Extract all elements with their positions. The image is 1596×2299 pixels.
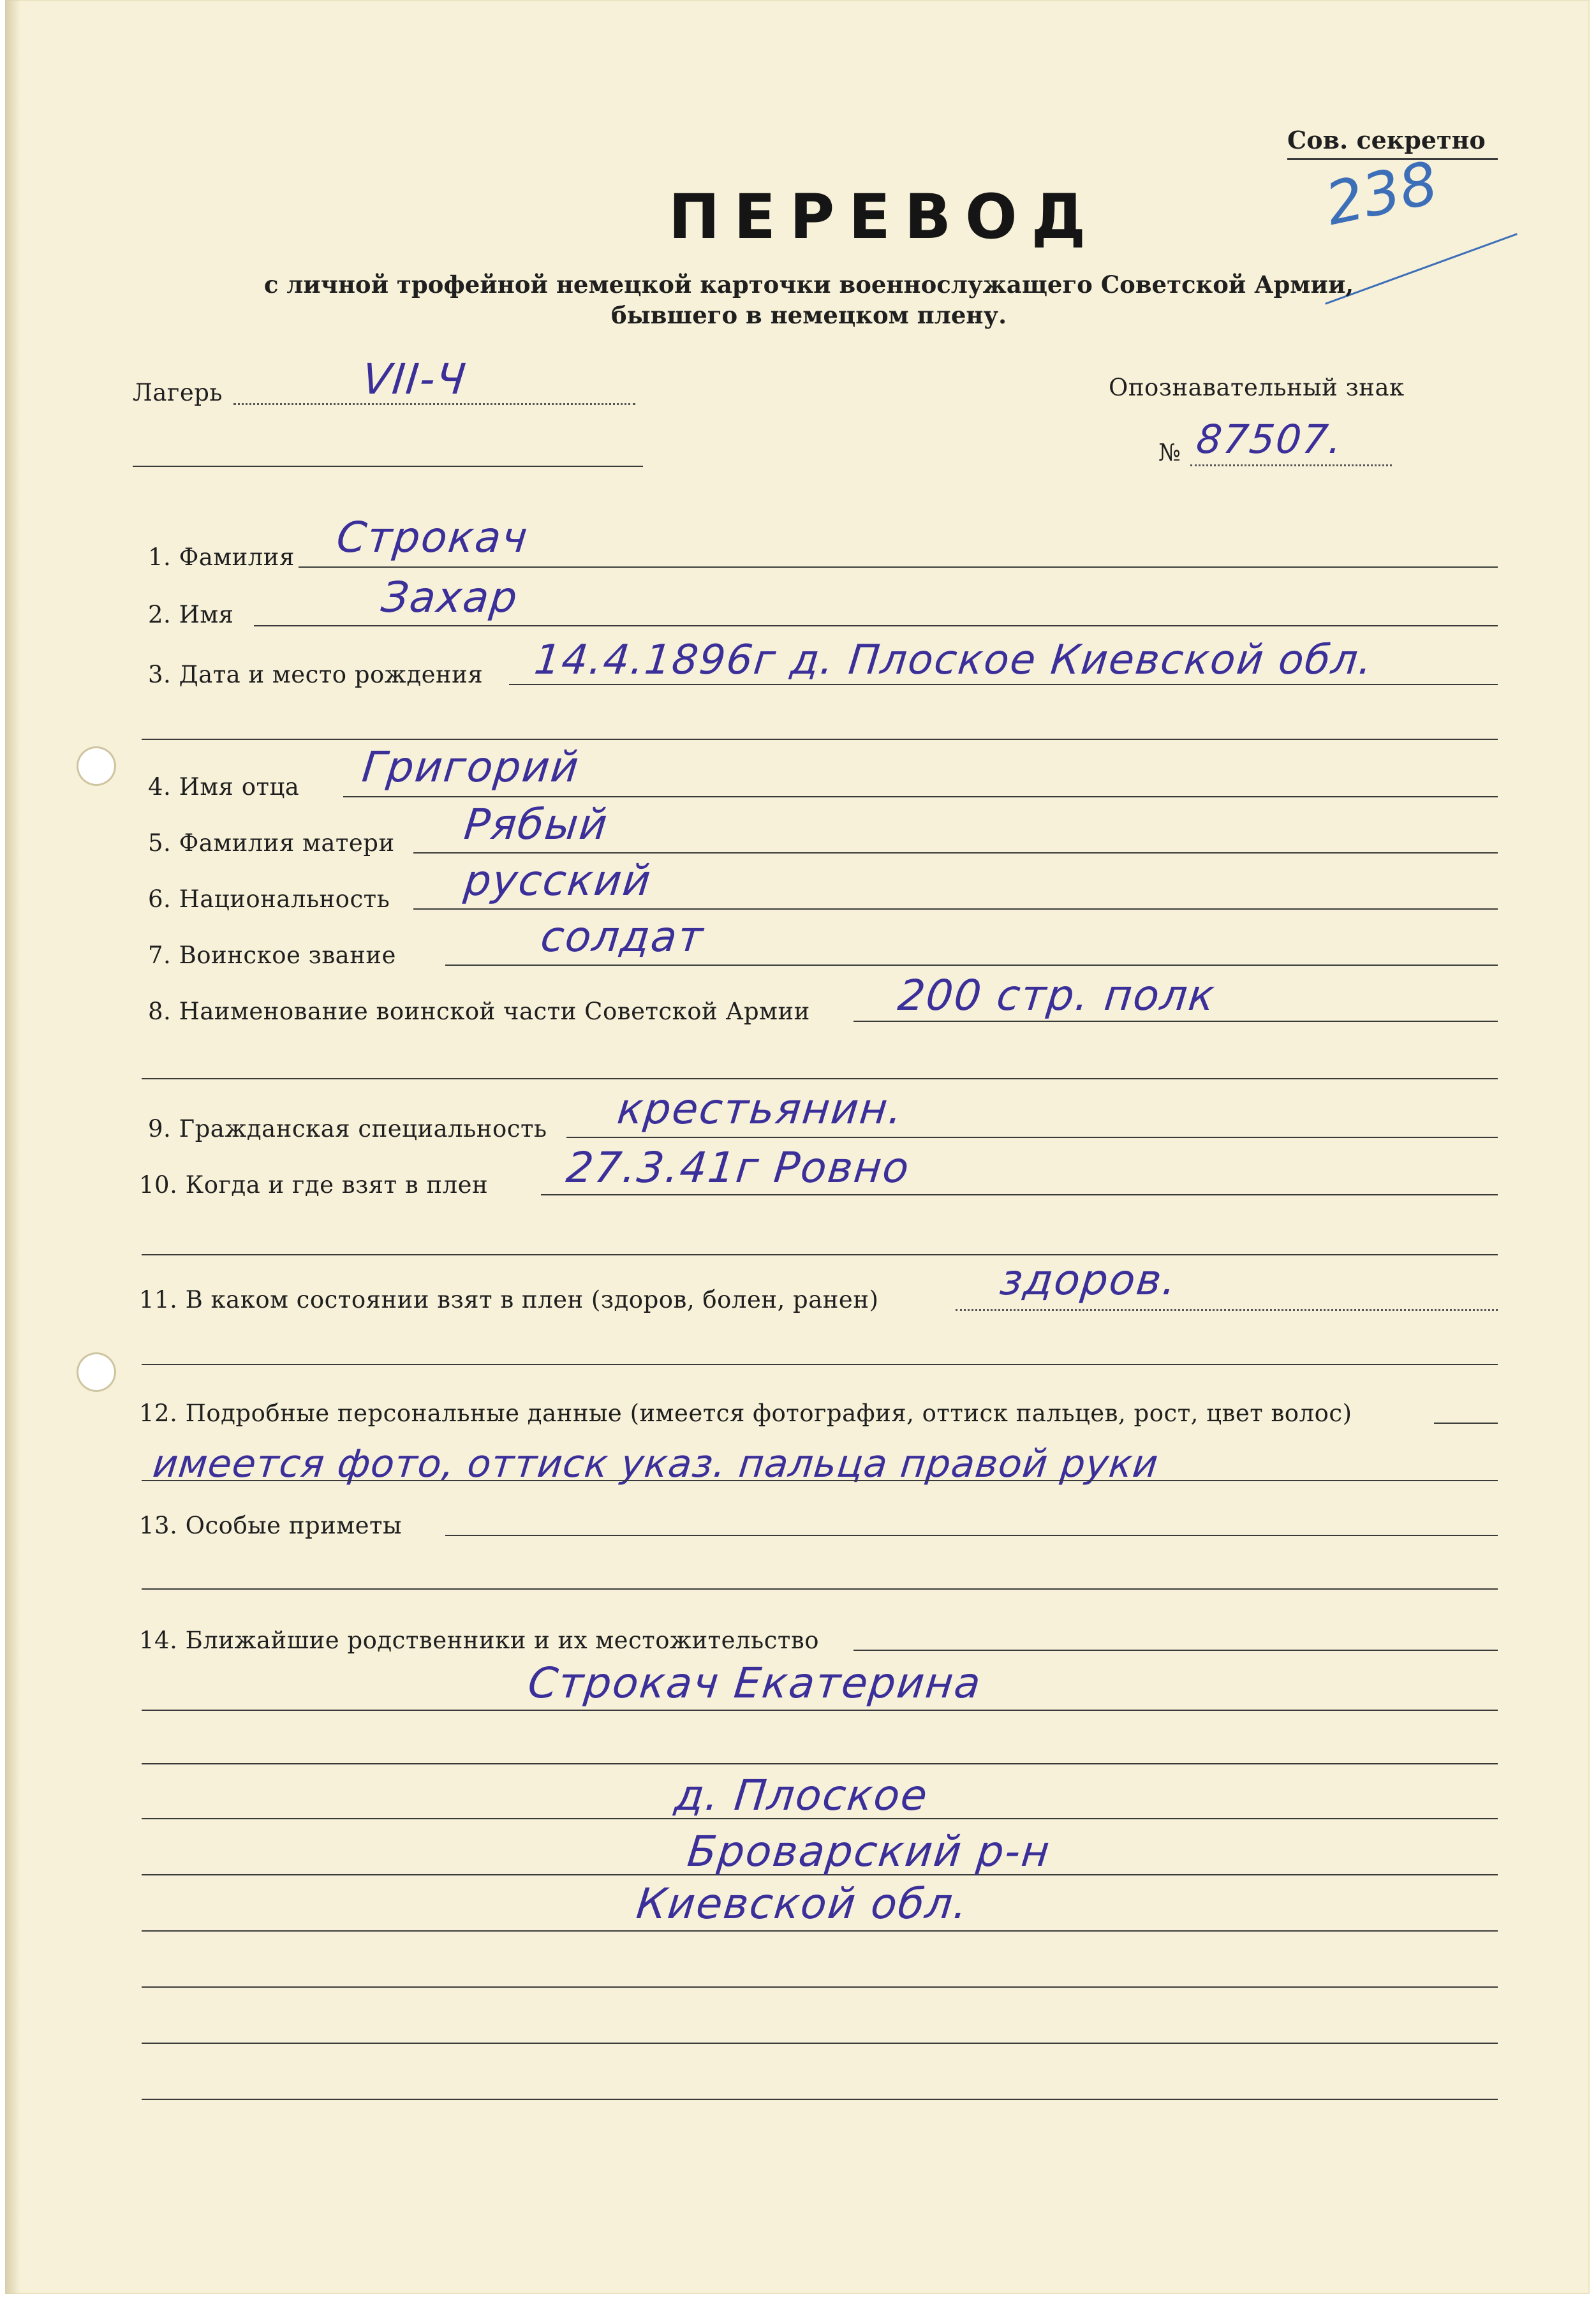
field-9-value: крестьянин. (615, 1084, 906, 1134)
field-1-line (299, 566, 1498, 568)
camp-second-line (133, 466, 643, 467)
relatives-line-7 (142, 2043, 1498, 2044)
field-13-line (445, 1535, 1498, 1536)
camp-label: Лагерь (133, 379, 223, 406)
field-14-label: 14. Ближайшие родственники и их местожительство (139, 1627, 819, 1654)
field-7-value: солдат (538, 912, 707, 961)
field-8-second-line (142, 1078, 1498, 1079)
document-title: ПЕРЕВОД (669, 181, 1100, 253)
field-1-value: Строкач (334, 513, 531, 562)
field-7-line (445, 965, 1498, 966)
field-6-line (413, 908, 1498, 910)
field-4-line (343, 796, 1498, 797)
field-9-line (566, 1137, 1498, 1138)
field-1-label: 1. Фамилия (148, 543, 295, 571)
field-13-second-line (142, 1588, 1498, 1590)
field-10-line (541, 1194, 1498, 1195)
field-4-value: Григорий (360, 743, 582, 792)
camp-value: VII-Ч (360, 355, 469, 404)
field-2-line (254, 625, 1498, 626)
relatives-address-line2: Броварский р-н (685, 1827, 1053, 1876)
paper-edge-shadow (5, 0, 20, 2294)
field-10-value: 27.3.41г Ровно (564, 1143, 913, 1192)
id-tag-no-label: № (1158, 439, 1181, 466)
field-2-label: 2. Имя (148, 601, 234, 628)
field-8-value: 200 стр. полк (896, 971, 1218, 1020)
relatives-name: Строкач Екатерина (526, 1659, 984, 1708)
id-tag-value: 87507. (1194, 416, 1345, 462)
id-tag-dotted-line (1190, 464, 1392, 466)
document-subtitle-line2: бывшего в немецком плену. (610, 301, 1007, 329)
field-4-label: 4. Имя отца (148, 773, 300, 801)
field-11-label: 11. В каком состоянии взят в плен (здоров, болен, ранен) (139, 1286, 879, 1313)
field-7-label: 7. Воинское звание (148, 942, 396, 969)
field-11-dotted-line (956, 1309, 1498, 1311)
field-6-value: русский (462, 856, 654, 905)
relatives-address-line3: Киевской обл. (634, 1879, 972, 1928)
field-14-line (853, 1650, 1498, 1651)
field-11-second-line (142, 1364, 1498, 1365)
field-8-line (853, 1021, 1498, 1022)
field-10-label: 10. Когда и где взят в плен (139, 1171, 489, 1199)
field-12-line-end (1434, 1423, 1498, 1424)
id-tag-label: Опознавательный знак (1109, 374, 1405, 401)
field-10-second-line (142, 1254, 1498, 1255)
field-5-line (413, 852, 1498, 854)
field-12-value: имеется фото, оттиск указ. пальца правой руки (151, 1442, 1161, 1486)
document-subtitle-line1: с личной трофейной немецкой карточки военнослужащего Советской Армии, (263, 270, 1354, 299)
field-12-second-line (142, 1480, 1498, 1481)
field-11-value: здоров. (998, 1255, 1180, 1305)
relatives-line-1 (142, 1710, 1498, 1711)
field-3-value: 14.4.1896г д. Плоское Киевской обл. (532, 637, 1376, 684)
field-13-label: 13. Особые приметы (139, 1512, 402, 1539)
archive-number-stamp: 238 (1319, 148, 1444, 239)
punch-hole-bottom (77, 1352, 116, 1392)
field-3-label: 3. Дата и место рождения (148, 661, 484, 688)
field-6-label: 6. Национальность (148, 885, 390, 913)
relatives-line-6 (142, 1986, 1498, 1988)
field-5-label: 5. Фамилия матери (148, 829, 395, 857)
relatives-line-5 (142, 1930, 1498, 1932)
relatives-address-line1: д. Плоское (672, 1771, 931, 1820)
punch-hole-top (77, 746, 116, 786)
relatives-line-8 (142, 2099, 1498, 2100)
field-12-label: 12. Подробные персональные данные (имеется фотография, оттиск пальцев, рост, цвет волос) (139, 1400, 1352, 1427)
field-3-line (509, 684, 1498, 685)
classification-mark: Сов. секретно (1287, 126, 1486, 154)
field-2-value: Захар (379, 573, 521, 622)
field-3-second-line (142, 739, 1498, 740)
relatives-line-2 (142, 1763, 1498, 1764)
field-8-label: 8. Наименование воинской части Советской Армии (148, 998, 810, 1025)
document-sheet (5, 0, 1590, 2294)
field-9-label: 9. Гражданская специальность (148, 1115, 547, 1142)
field-5-value: Рябый (462, 800, 611, 849)
